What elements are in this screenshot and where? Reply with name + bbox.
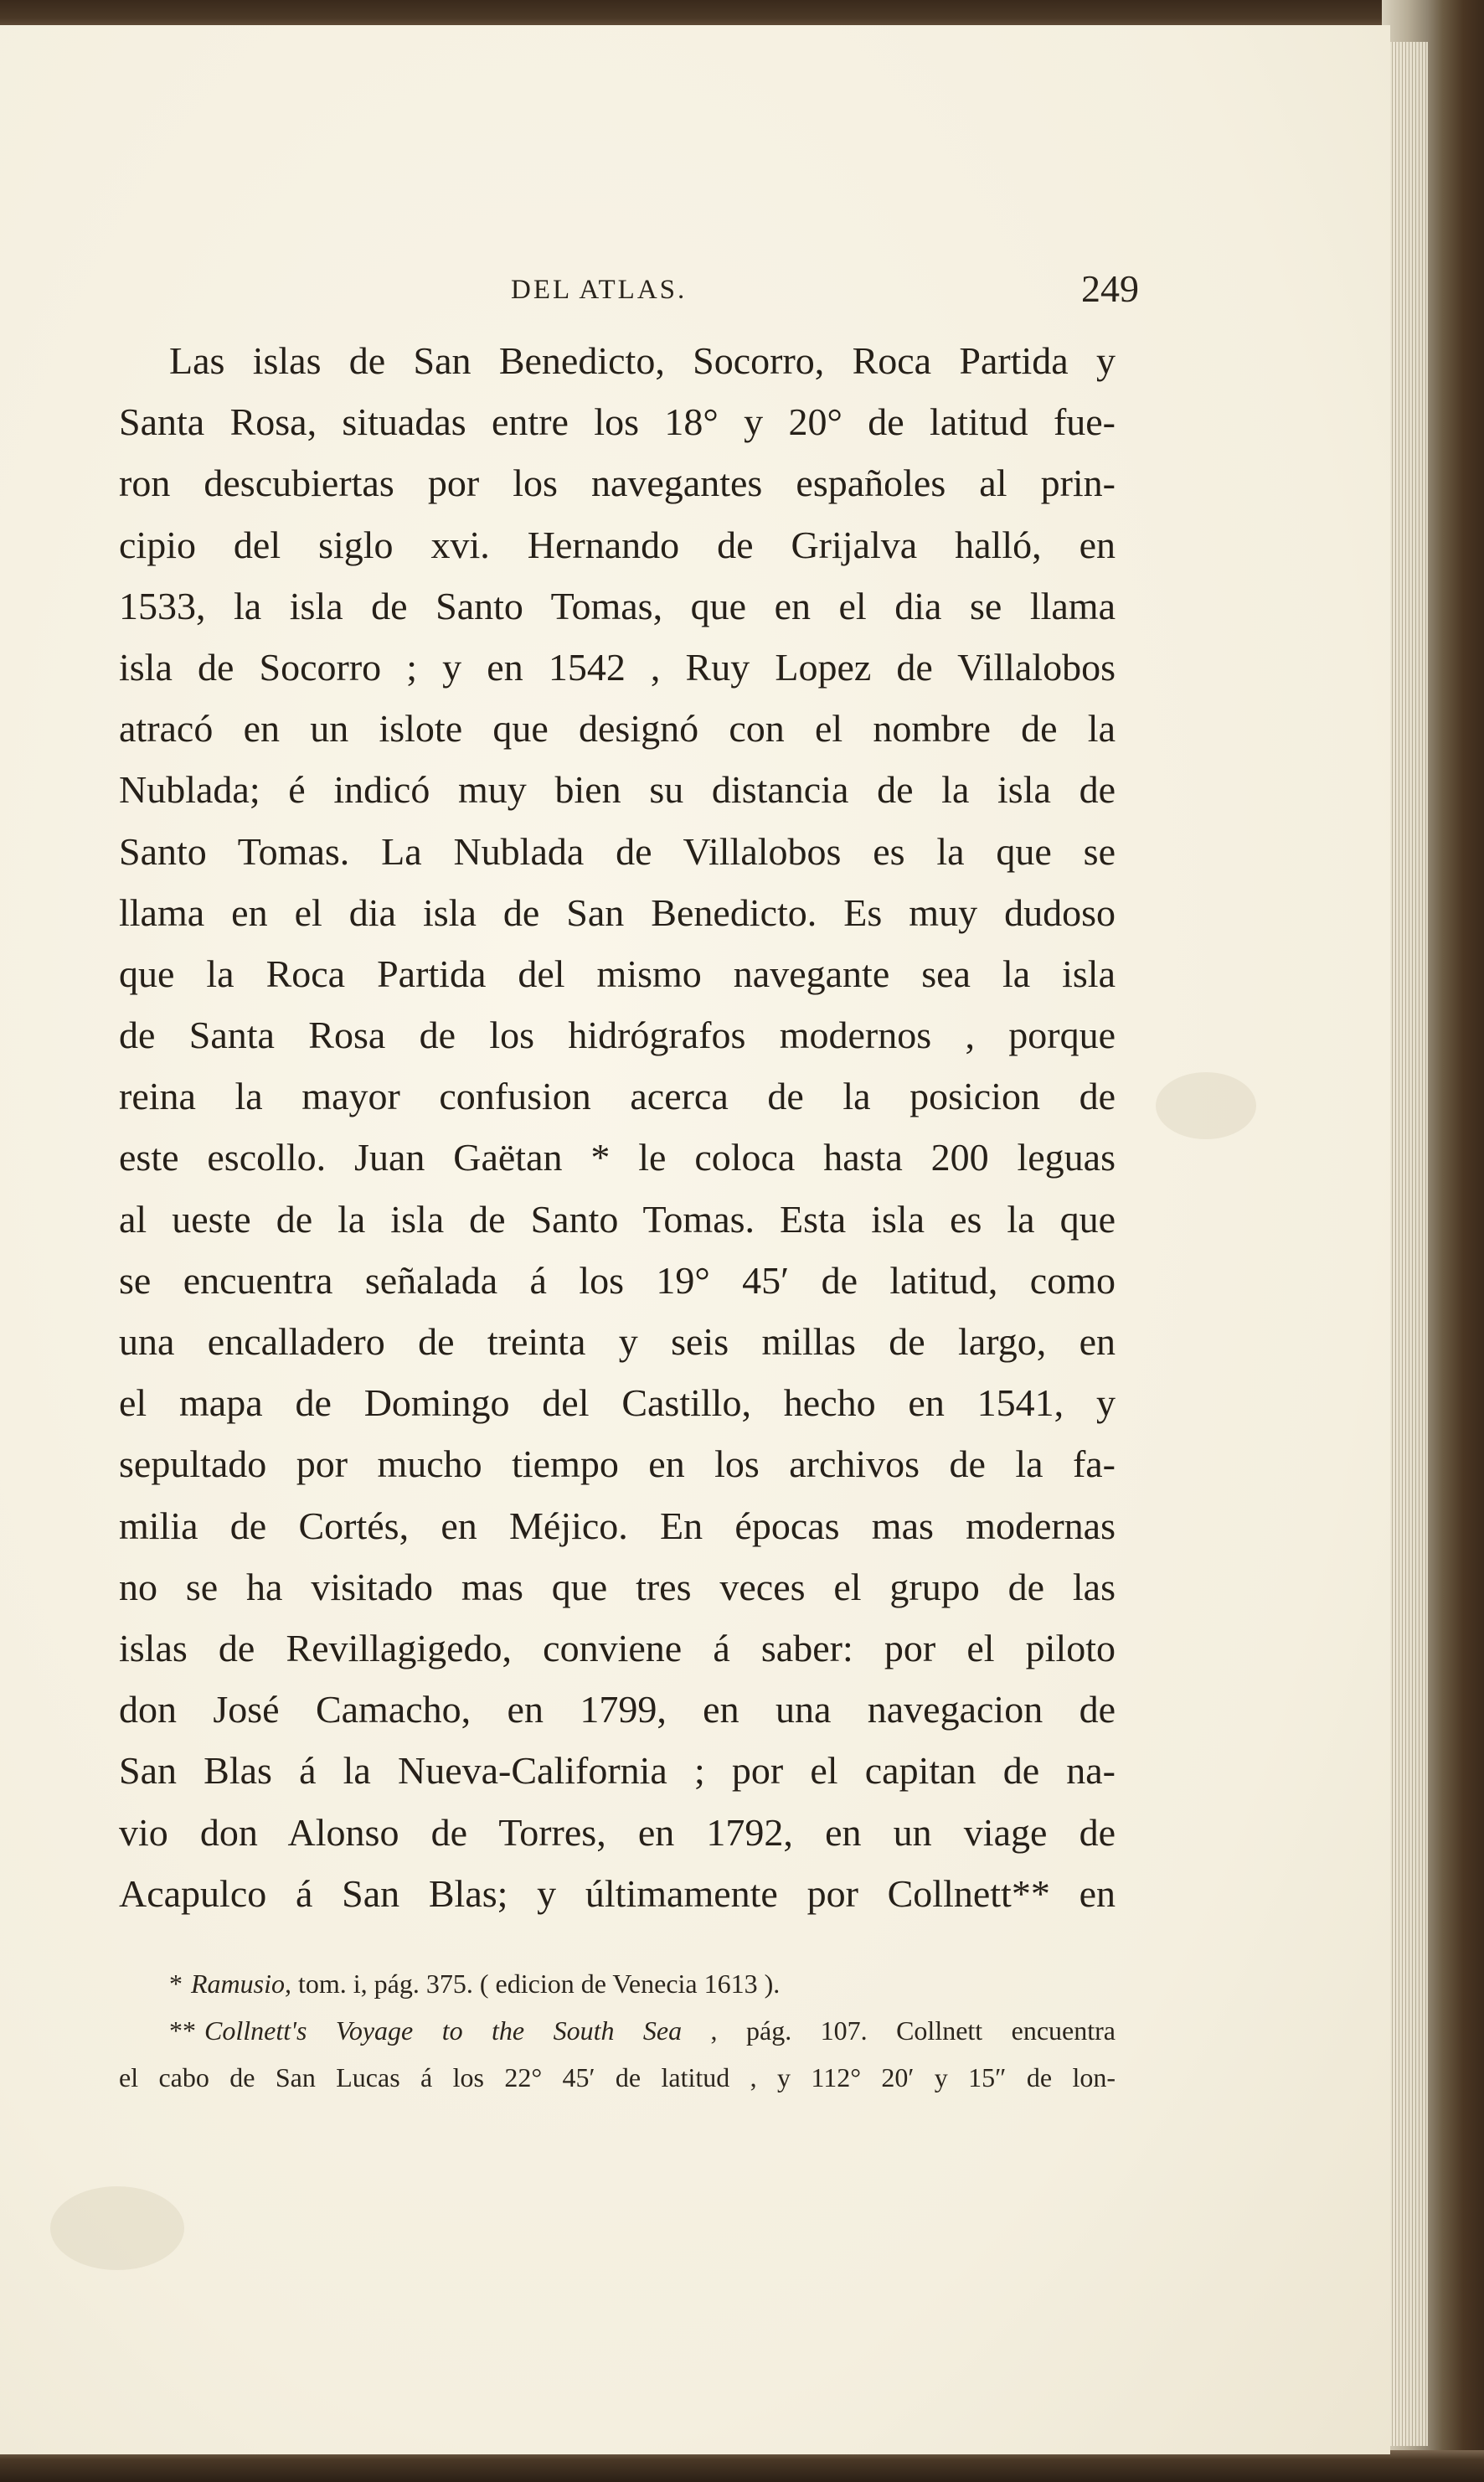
footnote-text: el cabo de San Lucas á los 22° 45′ de latitud , y 112° 20′ y 15″ de lon- — [119, 2062, 1116, 2092]
text-line: Las islas de San Benedicto, Socorro, Roca Partida y — [169, 339, 1116, 382]
text-line: sepultado por mucho tiempo en los archivos de la fa- — [119, 1442, 1116, 1486]
text-line: cipio del siglo xvi. Hernando de Grijalva halló, en — [119, 523, 1116, 566]
footnote-mark: * — [169, 1969, 183, 1999]
page-number: 249 — [1081, 267, 1139, 310]
text-line: no se ha visitado mas que tres veces el grupo de las — [119, 1565, 1116, 1608]
footnote-source: Collnett's Voyage to the South Sea — [204, 2015, 683, 2046]
text-line: Santa Rosa, situadas entre los 18° y 20° de latitud fue- — [119, 400, 1116, 444]
text-line: Nublada; é indicó muy bien su distancia de la isla de — [119, 768, 1116, 812]
text-line: se encuentra señalada á los 19° 45′ de latitud, como — [119, 1258, 1116, 1302]
text-line: llama en el dia isla de San Benedicto. Es muy dudoso — [119, 890, 1116, 934]
text-line: una encalladero de treinta y seis millas de largo, en — [119, 1320, 1116, 1363]
text-line: este escollo. Juan Gaëtan * le coloca hasta 200 leguas — [119, 1136, 1116, 1179]
text-line: al ueste de la isla de Santo Tomas. Esta isla es la que — [119, 1197, 1116, 1241]
page-stack — [1386, 42, 1428, 2446]
book-edge-bottom — [0, 2450, 1484, 2482]
text-line: atracó en un islote que designó con el nombre de la — [119, 707, 1116, 751]
text-line: ron descubiertas por los navegantes españoles al prin- — [119, 462, 1116, 505]
footnote-text: , pág. 107. Collnett encuentra — [682, 2015, 1116, 2046]
text-line: que la Roca Partida del mismo navegante sea la isla — [119, 952, 1116, 995]
footnote-source: Ramusio, — [191, 1969, 291, 1999]
footnote-2 — [119, 2007, 1116, 2054]
footnotes — [119, 1960, 1116, 2101]
page-stain — [1156, 1072, 1256, 1139]
text-line: don José Camacho, en 1799, en una navegacion de — [119, 1688, 1116, 1731]
text-line: milia de Cortés, en Méjico. En épocas mas modernas — [119, 1504, 1116, 1547]
running-head-title: DEL ATLAS. — [511, 275, 688, 305]
footnote-2-continued — [119, 2054, 1116, 2101]
text-line: de Santa Rosa de los hidrógrafos modernos , porque — [119, 1014, 1116, 1057]
text-line: 1533, la isla de Santo Tomas, que en el dia se llama — [119, 584, 1116, 627]
text-line: el mapa de Domingo del Castillo, hecho en 1541, y — [119, 1381, 1116, 1425]
running-head — [117, 266, 1139, 317]
footnote-text: tom. i, pág. 375. ( edicion de Venecia 1613 ). — [291, 1969, 781, 1999]
page-stain — [50, 2186, 184, 2270]
footnote-1 — [119, 1960, 1116, 2007]
footnote-mark: ** — [169, 2015, 196, 2046]
text-line: Acapulco á San Blas; y últimamente por Collnett** en — [119, 1871, 1116, 1915]
text-line: isla de Socorro ; y en 1542 , Ruy Lopez de Villalobos — [119, 645, 1116, 689]
body-text — [119, 330, 1116, 1924]
text-line: islas de Revillagigedo, conviene á saber: por el piloto — [119, 1626, 1116, 1669]
text-line: Santo Tomas. La Nublada de Villalobos es la que se — [119, 829, 1116, 873]
text-line: San Blas á la Nueva-California ; por el capitan de na- — [119, 1749, 1116, 1793]
text-line: reina la mayor confusion acerca de la posicion de — [119, 1075, 1116, 1118]
text-line: vio don Alonso de Torres, en 1792, en un viage de — [119, 1810, 1116, 1854]
